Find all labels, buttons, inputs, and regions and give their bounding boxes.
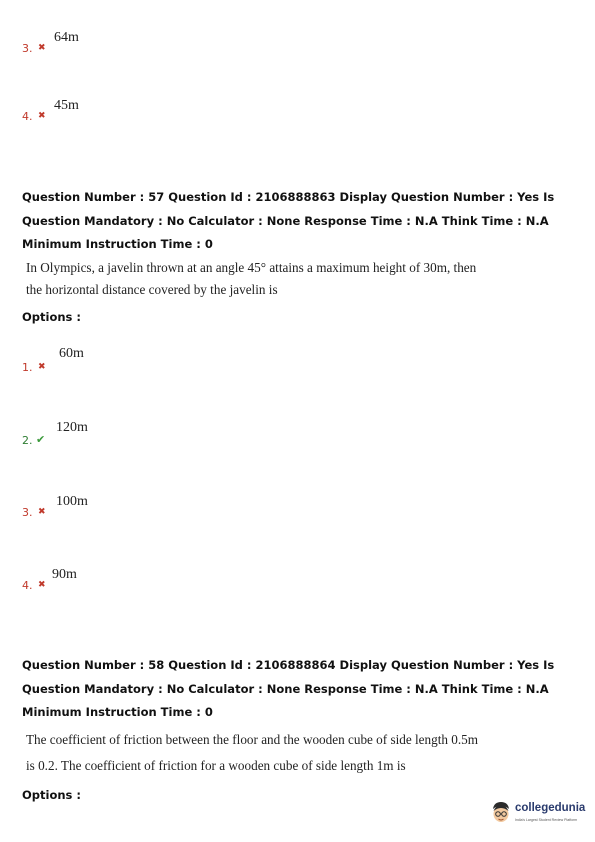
student-mascot-icon [490, 800, 512, 826]
options-label: Options : [22, 788, 81, 802]
question-58-header: Question Number : 58 Question Id : 2106888864 Display Question Number : Yes Is Question Mandatory : No Calculator : None Response Time : N.A Think Time : N.A Minimum Instruction Time : 0 [22, 658, 555, 719]
question-58-text [26, 729, 546, 777]
option-number: 1. [22, 361, 33, 374]
question-text-line: the horizontal distance covered by the javelin is [26, 282, 278, 297]
option-text: 45m [54, 98, 79, 113]
question-text-line: In Olympics, a javelin thrown at an angle 45° attains a maximum height of 30m, then [26, 260, 477, 275]
option-number: 4. [22, 110, 33, 123]
collegedunia-logo [488, 796, 590, 830]
logo-tagline: India's Largest Student Review Platform [515, 818, 578, 822]
option-number: 3. [22, 42, 33, 55]
cross-icon: ✖ [38, 111, 46, 121]
options-label: Options : [22, 310, 81, 324]
option-number: 3. [22, 506, 33, 519]
logo-wordmark: collegedunia [515, 802, 586, 814]
cross-icon: ✖ [38, 507, 46, 517]
question-57-text [26, 257, 546, 301]
checkmark-icon: ✔ [36, 433, 46, 446]
question-text-line: The coefficient of friction between the floor and the wooden cube of side length 0.5m [26, 732, 479, 747]
cross-icon: ✖ [38, 43, 46, 53]
option-text: 100m [56, 494, 88, 509]
option-text: 90m [52, 567, 77, 582]
option-number: 2. [22, 434, 33, 447]
option-text: 120m [56, 420, 88, 435]
cross-icon: ✖ [38, 580, 46, 590]
cross-icon: ✖ [38, 362, 46, 372]
option-text: 60m [59, 346, 84, 361]
option-number: 4. [22, 579, 33, 592]
option-text: 64m [54, 30, 79, 45]
question-text-line: is 0.2. The coefficient of friction for a wooden cube of side length 1m is [26, 758, 406, 773]
question-57-header: Question Number : 57 Question Id : 2106888863 Display Question Number : Yes Is Question Mandatory : No Calculator : None Response Time : N.A Think Time : N.A Minimum Instruction Time : 0 [22, 190, 555, 251]
